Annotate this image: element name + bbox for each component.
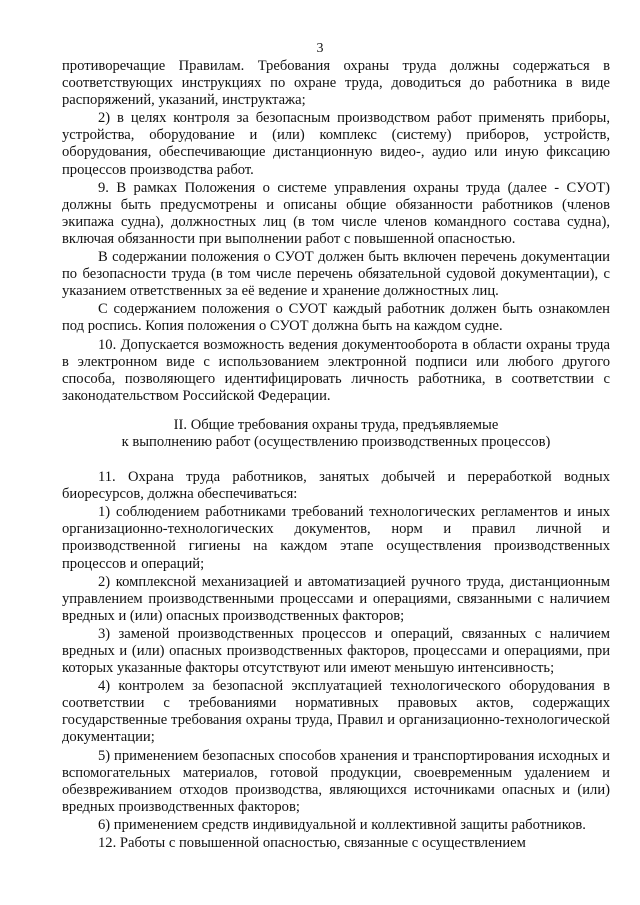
paragraph-clause-10: 10. Допускается возможность ведения документооборота в области охраны труда в электронном виде с использованием электронной подписи или любого другого способа, позволяющего идентифицировать личность работника, в соответствии с законодательством Российской Федерации. <box>62 336 610 404</box>
paragraph-item-4: 4) контролем за безопасной эксплуатацией технологического оборудования в соответствии с требованиями нормативных правовых актов, содержащих государственные требования охраны труда, Правил и организационно-технологической документации; <box>62 678 610 746</box>
paragraph-clause-11: 11. Охрана труда работников, занятых добычей и переработкой водных биоресурсов, должна обеспечиваться: <box>62 469 610 503</box>
paragraph-suot-acquaint: С содержанием положения о СУОТ каждый работник должен быть ознакомлен под роспись. Копия положения о СУОТ должна быть на каждом судне. <box>62 301 610 335</box>
section-heading-line-2: к выполнению работ (осуществлению производственных процессов) <box>121 433 551 450</box>
paragraph-item-3: 3) заменой производственных процессов и операций, связанных с наличием вредных и (или) опасных производственных факторов, процессами и операциями, при которых указанные факторы отсутствуют или имеют меньшую интенсивность; <box>62 625 610 677</box>
paragraph-item-2: 2) в целях контроля за безопасным производством работ применять приборы, устройства, оборудование и (или) комплекс (систему) приборов, устройств, оборудования, обеспечивающие дистанционную видео-, аудио или иную фиксацию процессов производства работ. <box>62 110 610 178</box>
section-heading <box>62 417 610 451</box>
paragraph-item-5: 5) применением безопасных способов хранения и транспортирования исходных и вспомогательных материалов, готовой продукции, своевременным удалением и обезвреживанием отходов производства, являющихся источниками опасных и (или) вредных производственных факторов; <box>62 747 610 815</box>
paragraph-item-2b: 2) комплексной механизацией и автоматизацией ручного труда, дистанционным управлением производственными процессами и операциями, связанными с наличием вредных и (или) опасных производственных факторов; <box>62 573 610 624</box>
paragraph-suot-content: В содержании положения о СУОТ должен быть включен перечень документации по безопасности труда (в том числе перечень обязательной судовой документации), с указанием ответственных за её ведение и хранение должностных лиц. <box>62 249 610 300</box>
page-number: 3 <box>316 41 324 56</box>
document-body <box>62 58 610 853</box>
paragraph-item-1: 1) соблюдением работниками требований технологических регламентов и иных организационно-технологических документов, норм и правил личной и производственной гигиены на каждом этапе осуществления производственных процессов и операций; <box>62 504 610 572</box>
section-heading-line-1: II. Общие требования охраны труда, предъявляемые <box>173 416 499 433</box>
paragraph-clause-12: 12. Работы с повышенной опасностью, связанные с осуществлением <box>98 835 526 852</box>
paragraph-clause-9: 9. В рамках Положения о системе управления охраны труда (далее - СУОТ) должны быть предусмотрены и описаны общие обязанности работников (членов экипажа судна), должностных лиц (в том числе членов командного состава судна), включая обязанности при выполнении работ с повышенной опасностью. <box>62 179 610 247</box>
paragraph-item-6: 6) применением средств индивидуальной и коллективной защиты работников. <box>98 816 586 833</box>
paragraph-continuation: противоречащие Правилам. Требования охраны труда должны содержаться в соответствующих инструкциях по охране труда, доводиться до работника в виде распоряжений, указаний, инструктажа; <box>62 58 610 109</box>
